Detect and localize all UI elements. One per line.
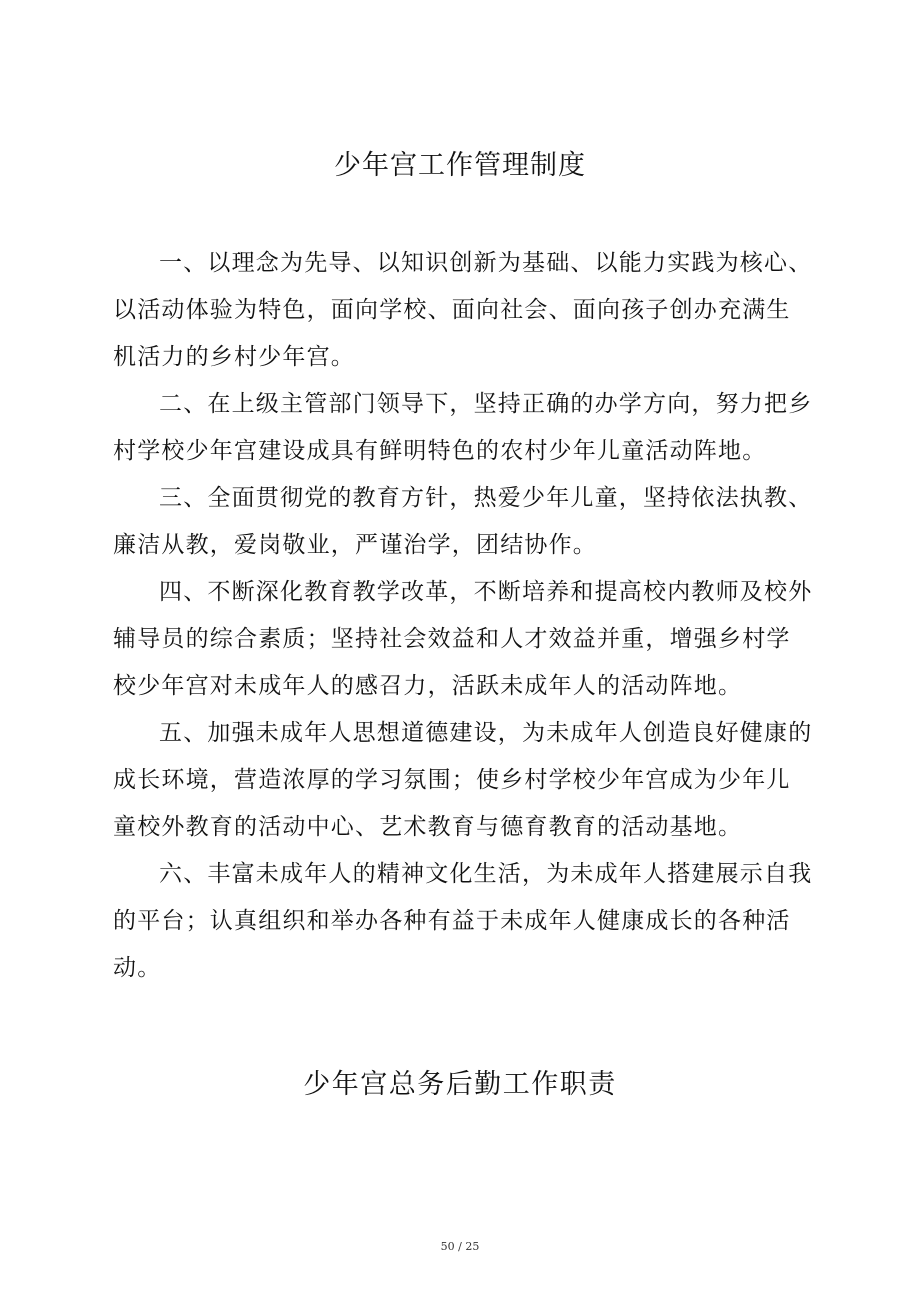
page-number: 50 / 25 [440,1240,480,1253]
paragraph-5: 五、加强未成年人思想道德建设，为未成年人创造良好健康的成长环境，营造浓厚的学习氛围；使乡村学校少年宫成为少年儿童校外教育的活动中心、艺术教育与德育教育的活动基地。 [113,720,813,840]
paragraph-1: 一、以理念为先导、以知识创新为基础、以能力实践为核心、以活动体验为特色，面向学校、面向社会、面向孩子创办充满生机活力的乡村少年宫。 [113,250,813,370]
section-subtitle: 少年宫总务后勤工作职责 [303,1069,617,1100]
document-body [113,240,813,992]
paragraph-4: 四、不断深化教育教学改革，不断培养和提高校内教师及校外辅导员的综合素质；坚持社会效益和人才效益并重，增强乡村学校少年宫对未成年人的感召力，活跃未成年人的活动阵地。 [113,579,813,699]
paragraph-2: 二、在上级主管部门领导下，坚持正确的办学方向，努力把乡村学校少年宫建设成具有鲜明特色的农村少年儿童活动阵地。 [113,391,813,464]
page-title: 少年宫工作管理制度 [334,150,586,181]
paragraph-3: 三、全面贯彻党的教育方针，热爱少年儿童，坚持依法执教、廉洁从教，爱岗敬业，严谨治学，团结协作。 [113,485,813,558]
paragraph-6: 六、丰富未成年人的精神文化生活，为未成年人搭建展示自我的平台；认真组织和举办各种有益于未成年人健康成长的各种活动。 [113,861,813,981]
